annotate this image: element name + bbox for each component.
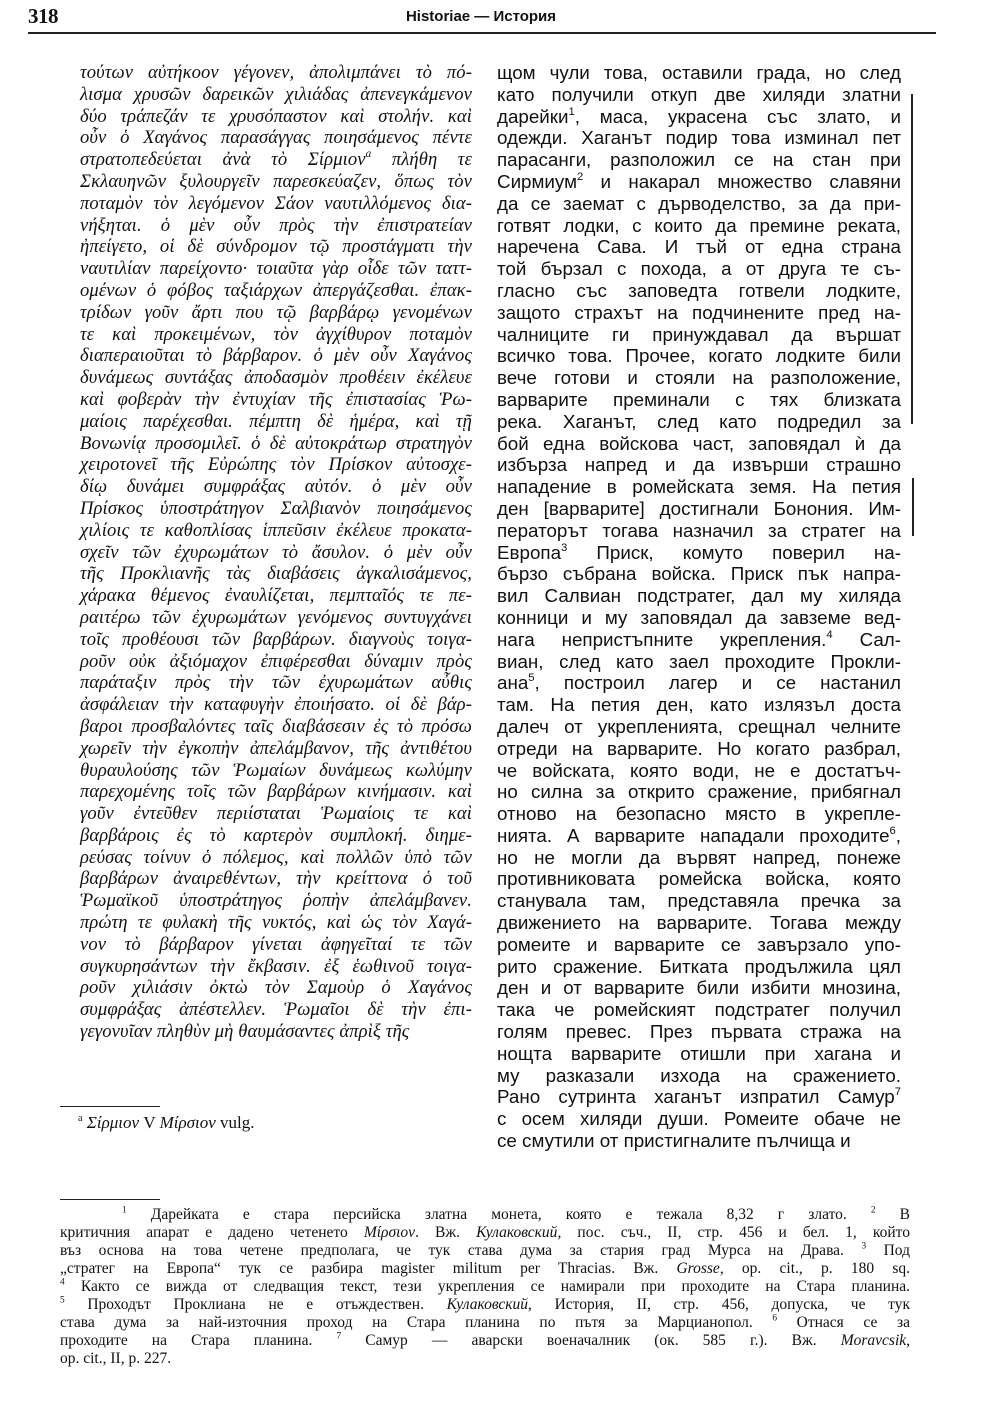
text-line: всичко това. Прочее, когато лодките били	[497, 345, 901, 367]
text-line: γοῦν ἐντεῦθεν περιίσταται Ῥωμαίοις τε καὶ	[80, 803, 472, 825]
apparatus-rule	[60, 1106, 160, 1107]
text-line: бързо събрана войска. Приск пък напра-	[497, 563, 901, 585]
margin-bracket-mark	[911, 94, 913, 424]
text-line: варварите преминали с тях близката	[497, 388, 901, 410]
text-line: така че ромейският подстратег получил	[497, 999, 901, 1021]
footnote-line: $^1$ Дарейката е стара персийска златна монета, която е тежала 8,32 г злато. $^2$ В	[122, 1205, 910, 1223]
text-line: той бързал с похода, а от друга те съ-	[497, 258, 901, 280]
text-line: δυνάμεως συντάξας ἀποδασμὸν προθέειν ἐκέλευε	[80, 367, 472, 389]
critical-apparatus-note	[78, 1113, 255, 1133]
text-line: парасанги, разположил се на стан при	[497, 149, 901, 171]
header-rule	[28, 32, 936, 34]
greek-text-column	[80, 62, 472, 1043]
text-line: ден [варварите] достигнали Бонония. Им-	[497, 497, 901, 519]
text-line: διαπεραιοῦται τὸ βάρβαρον. ὁ μὲν οὖν Χαγάνος	[80, 345, 472, 367]
text-line: голям превес. През първата стража на	[497, 1021, 901, 1043]
note-marker: 1	[122, 1205, 127, 1216]
page-number: 318	[28, 4, 58, 28]
text-line: виан, след като заел проходите Прокли-	[497, 650, 901, 672]
text-line: ναυτιλίαν παρείχοντο· τοιαῦτα γὰρ οἶδε τῶν ταττ-	[80, 258, 472, 280]
text-line: станувала там, представяла пречка за	[497, 890, 901, 912]
text-line: избърза напред и да извърши страшно	[497, 454, 901, 476]
text-line: наречена Сава. И тъй от една страна	[497, 236, 901, 258]
text-line: далеч от укрепленията, срещнал челните	[497, 715, 901, 737]
apparatus-marker: a	[78, 1112, 83, 1124]
text-line: τούτων αὐτήκοον γέγονεν, ἀπολιμπάνει τὸ πό-	[80, 62, 472, 83]
apparatus-source: vulg.	[220, 1113, 255, 1132]
text-line: ραιτέρω τῶν ἐχυρωμάτων γενόμενος συντυγχάνει	[80, 606, 472, 628]
text-line: готвят лодки, с които да премине реката,	[497, 214, 901, 236]
text-line: нощта варварите отишли при хагана и	[497, 1042, 901, 1064]
text-line: чалниците ги принуждавал да вършат	[497, 323, 901, 345]
text-line: χάρακα θέμενος ἐναυλίζεται, πεμπταῖός τε πε-	[80, 585, 472, 607]
note-marker: 5	[528, 672, 535, 685]
text-line: защото страхът на подчинените пред на-	[497, 301, 901, 323]
footnote-line: проходите на Стара планина. $^7$ Самур — аварски военачалник (ок. 585 г.). Вж. Moravcsik,	[60, 1331, 910, 1349]
text-line: ромеите и варварите се завързало упо-	[497, 933, 901, 955]
text-line: ператорът тогава назначил за стратег на	[497, 519, 901, 541]
text-line: θυραυλούσης τῶν Ῥωμαίων δυνάμεως κωλύμην	[80, 759, 472, 781]
note-marker: 3	[561, 541, 568, 554]
text-line: τε καὶ προκειμένων, τὸν ἀγχίθυρον ποταμὸν	[80, 323, 472, 345]
text-line: βαρβάροις ἐς τὸ καρτερὸν συμπλοκή. διημε-	[80, 824, 472, 846]
text-line: τῆς Προκλιανῆς τὰς διαβάσεις ἀγκαλισάμενος,	[80, 563, 472, 585]
text-line: дарейки$^1$, маса, украсена със злато, и	[497, 105, 901, 127]
text-line: вече готови и стояли на разположение,	[497, 367, 901, 389]
note-marker: 4	[60, 1277, 65, 1288]
text-line: τρίδων γοῦν ἄρτι που τῷ βαρβάρῳ γενομένων	[80, 301, 472, 323]
page-header	[28, 4, 934, 34]
text-line: отново на безопасно място в укрепле-	[497, 803, 901, 825]
text-line: βαρβάρων ἀναιρεθέντων, τὴν κρείττονα ὁ τοῦ	[80, 868, 472, 890]
text-line: χειροτονεῖ τῆς Εὐρώπης τὸν Πρίσκον αὐτοσχε-	[80, 454, 472, 476]
text-line: γεγονυῖαν πληθὺν μὴ θαυμάσαντες ἀπρὶξ τῆς	[80, 1021, 410, 1043]
text-line: πρώτη τε φυλακὴ τῆς νυκτός, καὶ ὡς τὸν Χαγά-	[80, 912, 472, 934]
text-line: συγκυρησάντων τὴν ἔκβασιν. ἐξ ἑωθινοῦ τοιγα-	[80, 955, 472, 977]
text-line: χιλίοις τε καθοπλίσας ἱππεῦσιν ἐκέλευε προκατα-	[80, 519, 472, 541]
note-marker: 5	[60, 1295, 65, 1306]
text-line: δύο τράπεζάν τε χρυσόπαστον καὶ στολήν. καὶ	[80, 105, 472, 127]
text-line: παρεχομένης τοῖς τῶν βαρβάρων κινήμασιν. καὶ	[80, 781, 472, 803]
text-line: βαροι προσβαλόντες ταῖς διαβάσεσιν ἐς τὸ πρόσω	[80, 715, 472, 737]
text-line: καὶ φοβερὰν τὴν ἐντυχίαν τῆς ἐπιστασίας Ῥω-	[80, 388, 472, 410]
text-line: νον τὸ βάρβαρον γίνεται ἀφηγεῖταί τε τῶν	[80, 933, 472, 955]
text-line: одежди. Хаганът подир това изминал пет	[497, 127, 901, 149]
text-line: отреди на варварите. Но когато разбрал,	[497, 737, 901, 759]
text-line: ροῦν οὐκ ἀξιόμαχον ἐπιφέρεσθαι δύναμιν πρὸς	[80, 650, 472, 672]
text-line: вил Салвиан подстратег, дал му хиляда	[497, 585, 901, 607]
text-line: противниковата ромейска войска, която	[497, 868, 901, 890]
text-line: δίῳ δυνάμει συμφράξας αὐτόν. ὁ μὲν οὖν	[80, 476, 472, 498]
text-line: Сирмиум$^2$ и накарал множество славяни	[497, 170, 901, 192]
text-line: ρεύσας τοίνυν ὁ πόλεμος, καὶ πολλῶν ὑπὸ τῶν	[80, 846, 472, 868]
text-line: ποταμὸν τὸν λεγόμενον Σάον ναυτιλλόμενος δια-	[80, 192, 472, 214]
note-marker: 2	[870, 1205, 876, 1216]
note-marker: 4	[826, 628, 833, 641]
text-line: οὖν ὁ Χαγάνος παρασάγγας ποιησάμενος πέντε	[80, 127, 472, 149]
text-line: движението на варварите. Тогава между	[497, 912, 901, 934]
text-line: му разказали изхода на сражението.	[497, 1064, 901, 1086]
text-line: Πρίσκος ὑποστράτηγον Σαλβιανὸν ποιησάμενος	[80, 497, 472, 519]
text-line: Европа$^3$ Приск, комуто поверил на-	[497, 541, 901, 563]
apparatus-witness: V	[143, 1113, 156, 1132]
text-line: се смутили от пристигналите пълчища и	[497, 1130, 851, 1152]
text-line: σχεῖν τῶν ἐχυρωμάτων τὸ ἄσυλον. ὁ μὲν οὖν	[80, 541, 472, 563]
text-line: ден и от варварите били избити мнозина,	[497, 977, 901, 999]
text-line: Βονωνίᾳ προσομιλεῖ. ὁ δὲ αὐτοκράτωρ στρατηγὸν	[80, 432, 472, 454]
text-line: нага непристъпните укрепления.$^4$ Сал-	[497, 628, 902, 650]
footnote-line: $^4$ Както се вижда от следващия текст, тези укрепления се намирали при проходите на Стара планина.	[60, 1277, 910, 1295]
running-title: Historiae — История	[405, 8, 557, 25]
text-line: ἠπείγετο, οἱ δὲ σύνδρομον τῷ προστάγματι τὴν	[80, 236, 472, 258]
footnote-line: критичния апарат е дадено четенето Μίρσιον. Вж. Кулаковский, пос. съч., II, стр. 456 и бел. 1, който	[60, 1224, 910, 1241]
text-line: но силна за открито сражение, прибягнал	[497, 781, 901, 803]
text-line: да се заемат с дърводелство, за да при-	[497, 192, 901, 214]
footnote-line: „стратег на Европа“ тук се разбира magister militum per Thracias. Вж. Grosse, op. cit., p. 180 sq.	[60, 1260, 910, 1277]
text-line: ροῦν χιλιάσιν ὀκτὼ τὸν Σαμοὺρ ὁ Χαγάνος	[80, 977, 472, 999]
text-line: Ῥωμαϊκοῦ ὑποστράτηγος ῥοπὴν ἀπελάμβανεν.	[80, 890, 472, 912]
text-line: рито сражение. Битката продължила цял	[497, 955, 901, 977]
text-line: ἀσφάλειαν τὴν καταφυγὴν ἐποιήσατο. οἱ δὲ βάρ-	[80, 694, 472, 716]
text-line: συμφράξας ἀπέστελλεν. Ῥωμαῖοι δὲ τὴν ἐπι-	[80, 999, 472, 1021]
text-line: Рано сутринта хаганът изпратил Самур$^7$	[497, 1086, 901, 1108]
text-line: но не могли да вървят напред, понеже	[497, 846, 901, 868]
text-line: като получили откуп две хиляди златни	[497, 83, 901, 105]
footnote-line: $^5$ Проходът Проклиана не е отъждествен. Кулаковский, История, II, стр. 456, допуска, че тук	[60, 1295, 910, 1313]
note-marker: 3	[861, 1241, 867, 1252]
text-line: нията. А варварите нападали проходите$^6$,	[497, 824, 901, 846]
note-marker: 6	[889, 825, 896, 837]
note-marker: 7	[336, 1331, 342, 1342]
text-line: гласно със заповедта готвели лодките,	[497, 279, 901, 301]
footnote-rule	[60, 1199, 160, 1200]
footnote-line: става дума за най-източния проход на Стара планина по пътя за Марцианопол. $^6$ Отнася се за	[60, 1313, 910, 1331]
text-line: че войската, която води, не е достатъч-	[497, 759, 901, 781]
text-line: στρατοπεδεύεται ἀνὰ τὸ Σίρμιον$^a$ πλήθη τε	[80, 148, 472, 171]
note-marker: 2	[577, 171, 584, 184]
note-marker: 1	[568, 105, 575, 118]
apparatus-lemma: Σίρμιον	[86, 1113, 140, 1132]
margin-bracket-mark	[912, 478, 914, 536]
text-line: Σκλαυηνῶν ξυλουργεῖν παρεσκεύαζεν, ὅπως τὸν	[80, 170, 472, 192]
text-line: ана$^5$, построил лагер и се настанил	[497, 672, 901, 694]
footnote-line: въз основа на това четене предполага, че тук става дума за стария град Мурса на Драва. $^3$ Под	[60, 1241, 910, 1259]
text-line: бой една войскова част, заповядал ѝ да	[497, 432, 901, 454]
bulgarian-translation-column	[497, 62, 901, 1152]
footnotes	[60, 1206, 910, 1368]
note-marker: a	[365, 148, 372, 161]
text-line: там. На петия ден, като излязъл доста	[497, 694, 901, 716]
text-line: ομένων ὁ φόβος ταξιάρχων ἀπεργάζεσθαι. ἐπακ-	[80, 279, 472, 301]
note-marker: 6	[772, 1313, 778, 1324]
text-line: щом чули това, оставили града, но след	[497, 62, 901, 83]
text-line: река. Хаганът, след като подредил за	[497, 410, 901, 432]
text-line: конници и му заповядал да завземе вед-	[497, 606, 901, 628]
text-line: τοῖς προθέουσι τῶν βαρβάρων. διαγνοὺς τοιγα-	[80, 628, 472, 650]
text-line: χωρεῖν τὴν ἐγκοπὴν ἀπελάμβανον, τῆς ἀντιθέτου	[80, 737, 472, 759]
text-line: μαίοις παρέχεσθαι. πέμπτη δὲ ἡμέρα, καὶ τῇ	[80, 410, 472, 432]
text-line: παράταξιν πρὸς τὴν τῶν ἐχυρωμάτων αὖθις	[80, 672, 472, 694]
text-line: нападение в ромейската земя. На петия	[497, 476, 901, 498]
footnote-line: op. cit., II, p. 227.	[60, 1350, 172, 1367]
text-line: λισμα χρυσῶν δαρεικῶν χιλιάδας ἀπενεγκάμενον	[80, 83, 472, 105]
note-marker: 7	[894, 1086, 901, 1099]
text-line: νήξηται. ὁ μὲν οὖν πρὸς τὴν ἐπιστρατείαν	[80, 214, 472, 236]
text-line: с осем хиляди души. Ромеите обаче не	[497, 1108, 901, 1130]
apparatus-variant: Μίρσιον	[159, 1113, 216, 1132]
